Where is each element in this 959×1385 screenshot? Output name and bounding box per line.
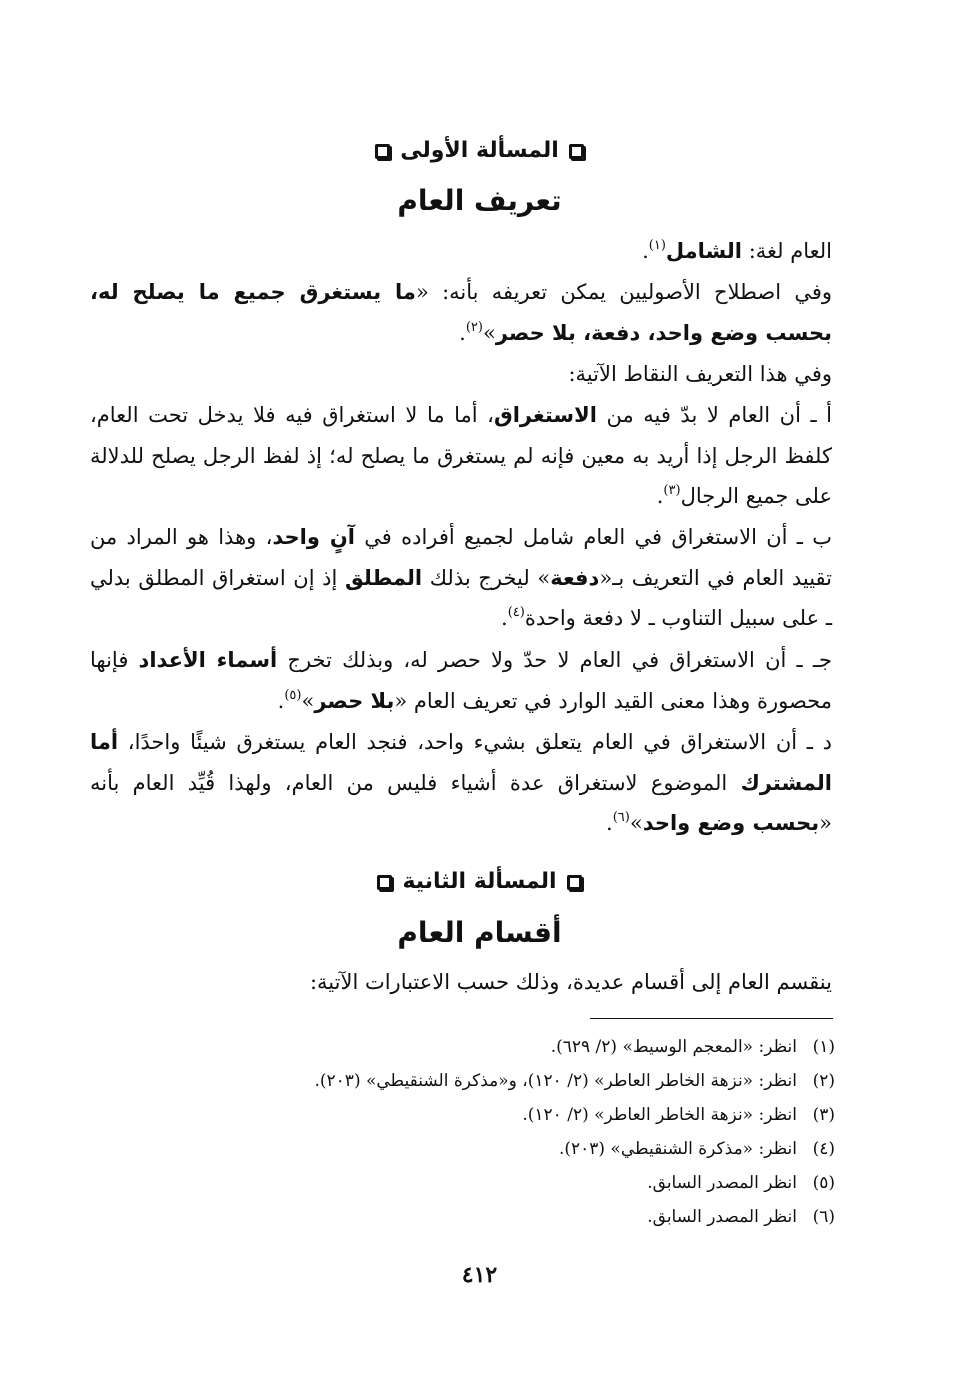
section-title-2: أقسام العام: [397, 916, 562, 949]
paragraph-point-a: أ ـ أن العام لا بدّ فيه من الاستغراق، أما ما لا استغراق فيه فلا يدخل تحت العام، كلفظ الرجل إذا أريد به معين فإنه لم يستغرق ما يصلح له؛ إذ لفظ الرجل يصلح للدلالة على جميع الرجال$^{(٣)}$.: [90, 403, 833, 508]
paragraph-point-b: ب ـ أن الاستغراق في العام شامل لجميع أفراده في آنٍ واحد، وهذا هو المراد من تقييد العام في التعريف بـ«دفعة» ليخرج بذلك المطلق إذ إن استغراق المطلق بدلي ـ على سبيل التناوب ـ لا دفعة واحدة$^{(٤)}$.: [90, 525, 832, 630]
footnote: (٦)انظر المصدر السابق.: [647, 1207, 835, 1227]
section-title-1: تعريف العام: [397, 184, 562, 217]
square-bullet-icon: [569, 144, 584, 159]
square-bullet-icon: [375, 144, 390, 159]
paragraph-definition-lexical: العام لغة: الشامل$^{(١)}$.: [642, 238, 832, 263]
footnote: (١)انظر: «المعجم الوسيط» (٢/ ٦٢٩).: [550, 1037, 835, 1057]
paragraph-points-intro: وفي هذا التعريف النقاط الآتية:: [568, 362, 832, 386]
footnotes: [90, 1030, 835, 1234]
footnote: (٥)انظر المصدر السابق.: [647, 1173, 835, 1193]
paragraph-divisions-intro: ينقسم العام إلى أقسام عديدة، وذلك حسب الاعتبارات الآتية:: [309, 970, 832, 994]
section-heading-1: [0, 138, 959, 163]
footnote: (٤)انظر: «مذكرة الشنقيطي» (٢٠٣).: [558, 1139, 835, 1159]
section-heading-2-text: المسألة الثانية: [402, 869, 557, 894]
footnote: (٣)انظر: «نزهة الخاطر العاطر» (٢/ ١٢٠).: [522, 1105, 835, 1125]
section-heading-1-text: المسألة الأولى: [400, 138, 559, 163]
square-bullet-icon: [567, 875, 582, 890]
footnote-divider: [590, 1018, 833, 1019]
paragraph-definition-technical: وفي اصطلاح الأصوليين يمكن تعريفه بأنه: «ما يستغرق جميع ما يصلح له، بحسب وضع واحد، دفعة، بلا حصر»$^{(٢)}$.: [90, 280, 833, 345]
section-heading-2: [0, 869, 959, 894]
paragraph-point-d: د ـ أن الاستغراق في العام يتعلق بشيء واحد، فنجد العام يستغرق شيئًا واحدًا، أما المشترك الموضوع لاستغراق عدة أشياء فليس من العام، ولهذا قُيِّد العام بأنه «بحسب وضع واحد»$^{(٦)}$.: [90, 730, 832, 835]
footnote: (٢)انظر: «نزهة الخاطر العاطر» (٢/ ١٢٠)، و«مذكرة الشنقيطي» (٢٠٣).: [314, 1071, 835, 1091]
page-number: ٤١٢: [461, 1262, 498, 1288]
square-bullet-icon: [377, 875, 392, 890]
paragraph-point-c: جـ ـ أن الاستغراق في العام لا حدّ ولا حصر له، وبذلك تخرج أسماء الأعداد فإنها محصورة وهذا معنى القيد الوارد في تعريف العام «بلا حصر»$^{(٥)}$.: [90, 648, 832, 713]
